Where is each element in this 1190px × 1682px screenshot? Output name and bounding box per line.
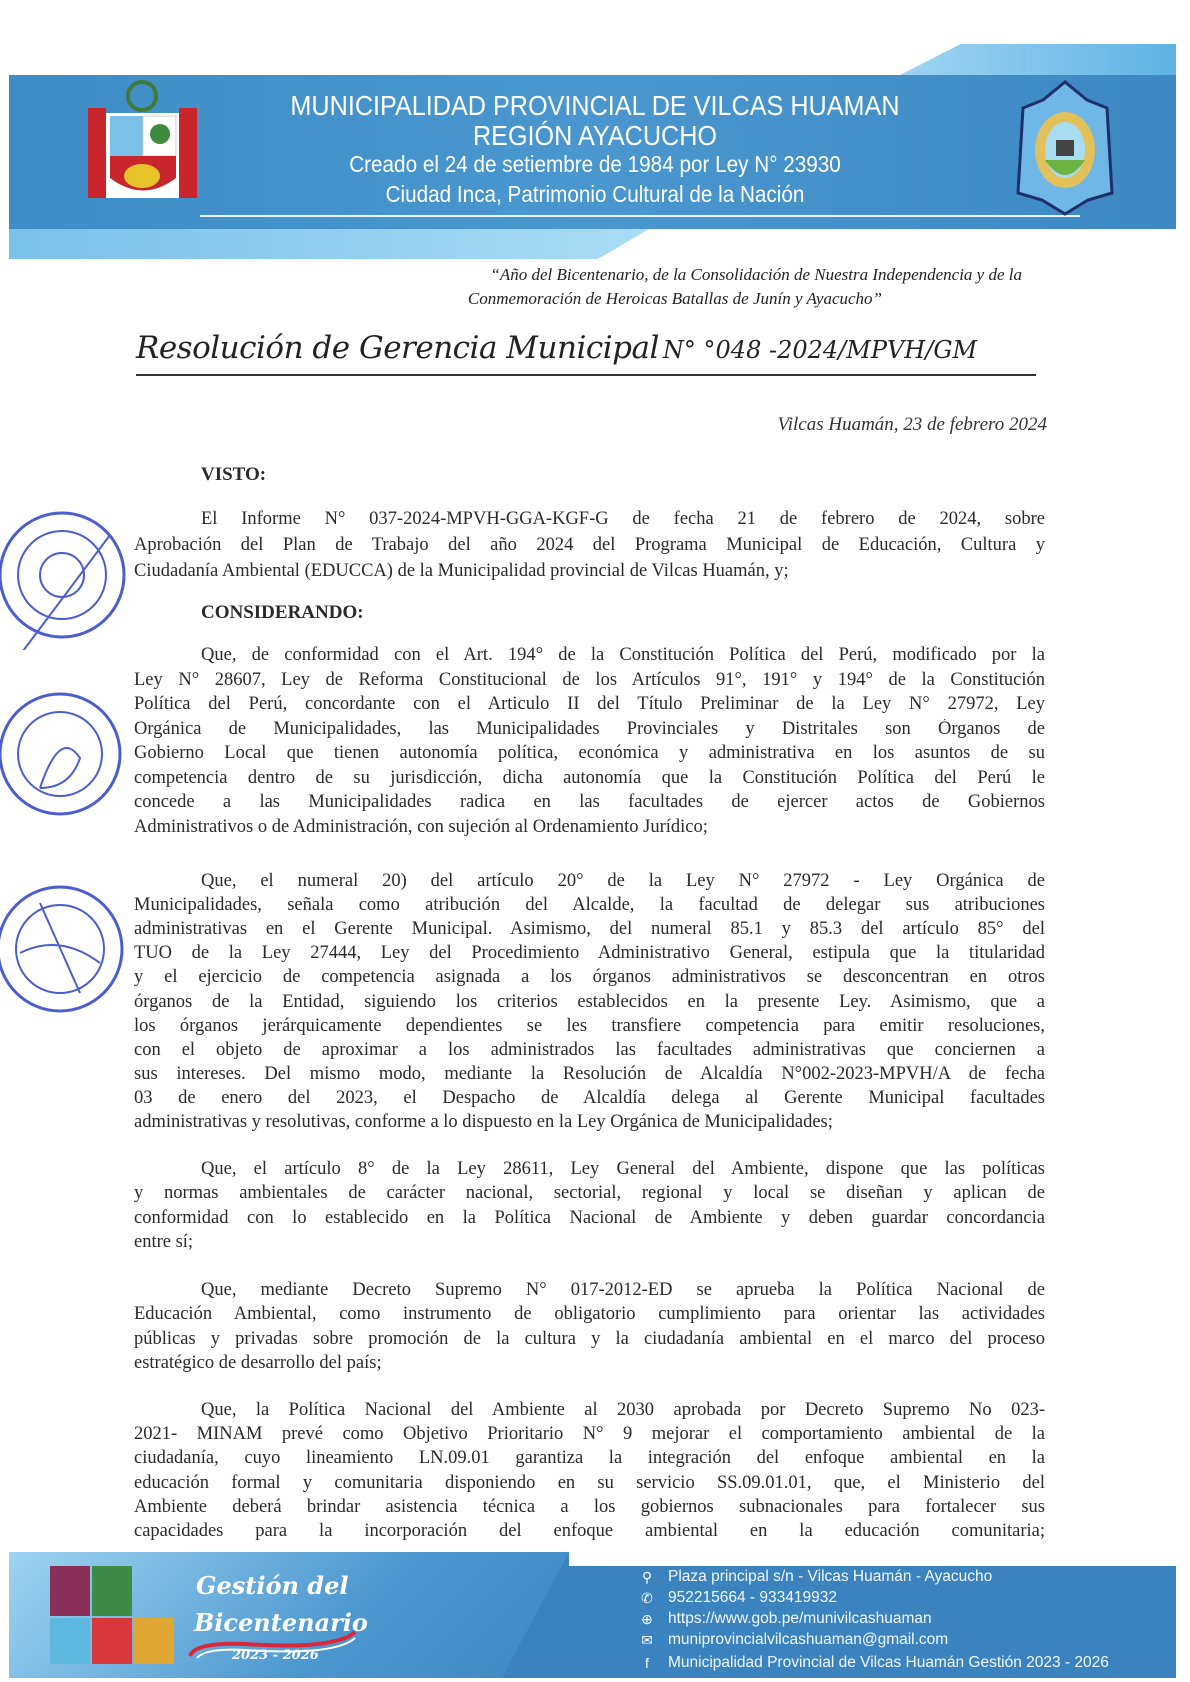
municipal-seal-stamp: [0, 688, 135, 823]
year-motto-line-1: “Año del Bicentenario, de la Consolidación de Nuestra Independencia y de la: [490, 265, 1022, 284]
municipal-seal-stamp: [0, 505, 135, 650]
paragraph-line: Política del Perú, concordante con el Articulo II del Título Preliminar de la Ley N° 27972, Ley: [134, 694, 1045, 714]
brand-years: 2023 - 2026: [232, 1648, 319, 1663]
paragraph-line: Que, el numeral 20) del artículo 20° de la Ley N° 27972 - Ley Orgánica de: [201, 871, 1045, 891]
brand-line-2: Bicentenario: [194, 1608, 368, 1637]
brand-line-1: Gestión del: [196, 1571, 349, 1600]
tile-church: [50, 1566, 90, 1616]
paragraph-line: administrativas en el Gerente Municipal. Asimismo, del numeral 85.1 y 85.3 del artículo 85° del: [134, 919, 1045, 940]
paragraph-line: concede a las Municipalidades radica en las facultades de ejercer actos de Gobiernos: [134, 792, 1045, 812]
vilcas-huaman-shield-logo: [1008, 78, 1123, 216]
resolution-title: [136, 330, 1036, 376]
contact-item: [640, 1610, 932, 1628]
paragraph-line: Que, de conformidad con el Art. 194° de la Constitución Política del Perú, modificado por la: [201, 645, 1045, 665]
municipal-seal-stamp: [0, 883, 135, 1018]
contact-text: https://www.gob.pe/munivilcashuaman: [668, 1610, 932, 1627]
contact-item: [640, 1589, 837, 1607]
paragraph-line: Educación Ambiental, como instrumento de obligatorio cumplimiento para orientar las actividades: [134, 1304, 1045, 1325]
place-and-date: Vilcas Huamán, 23 de febrero 2024: [777, 414, 1047, 435]
paragraph-line: El Informe N° 037-2024-MPVH-GGA-KGF-G de fecha 21 de febrero de 2024, sobre: [201, 509, 1045, 529]
header-decoration-bottom: [9, 229, 649, 259]
paragraph-line: Ciudadanía Ambiental (EDUCCA) de la Municipalidad provincial de Vilcas Huamán, y;: [134, 561, 789, 581]
paragraph-line: públicas y privadas sobre promoción de la cultura y la ciudadanía ambiental en el marco del proceso: [134, 1328, 1045, 1349]
considerando-heading: CONSIDERANDO:: [201, 602, 364, 623]
paragraph-line: 03 de enero del 2023, el Despacho de Alcaldía delega al Gerente Municipal facultades: [134, 1087, 1045, 1108]
region-name: REGIÓN AYACUCHO: [472, 120, 718, 151]
paragraph-line: educación formal y comunitaria disponiendo en su servicio SS.09.01.01, que, el Ministerio del: [134, 1472, 1045, 1493]
paragraph-line: con el objeto de aproximar a los administrados las facultades administrativas que conciernen a: [134, 1039, 1045, 1060]
paragraph-line: administrativas y resolutivas, conforme a lo dispuesto en la Ley Orgánica de Municipalidades;: [134, 1112, 833, 1132]
creation-law: Creado el 24 de setiembre de 1984 por Ley N° 23930: [349, 151, 841, 177]
paragraph-line: Ley N° 28607, Ley de Reforma Constitucional de los Artículos 91°, 191° y 194° de la Constitución: [134, 669, 1045, 690]
tile-flower: [92, 1618, 132, 1664]
bicentenario-logo-tiles: [50, 1566, 174, 1664]
header-decoration-top: [900, 44, 1176, 75]
contact-item: [640, 1568, 992, 1586]
paragraph-line: órganos de la Entidad, siguiendo los criterios establecidos en la presente Ley. Asimismo, que a: [134, 991, 1045, 1012]
contact-text: Municipalidad Provincial de Vilcas Huamán Gestión 2023 - 2026: [668, 1654, 1109, 1671]
tile-cathedral: [92, 1566, 132, 1616]
paragraph-line: Administrativos o de Administración, con sujeción al Ordenamiento Jurídico;: [134, 816, 708, 837]
paragraph-line: Ambiente deberá brindar asistencia técnica a los gobiernos subnacionales para fortalecer sus: [134, 1496, 1045, 1517]
paragraph-line: ciudadanía, cuyo lineamiento LN.09.01 garantiza la integración del enfoque ambiental en la: [134, 1448, 1045, 1469]
paragraph-line: competencia dentro de su jurisdicción, dicha autonomía que la Constitución Política del Perú le: [134, 767, 1045, 788]
paragraph-line: y normas ambientales de carácter nacional, sectorial, regional y local se diseñan y aplican de: [134, 1183, 1045, 1204]
paragraph-line: Que, la Política Nacional del Ambiente al 2030 aprobada por Decreto Supremo No 023-: [201, 1400, 1045, 1420]
resolution-type: Resolución de Gerencia Municipal: [136, 330, 659, 366]
header-rule: [200, 215, 1080, 217]
tile-monument: [50, 1618, 90, 1664]
tile-statue: [134, 1618, 174, 1664]
paragraph-line: capacidades para la incorporación del enfoque ambiental en la educación comunitaria;: [134, 1521, 1045, 1541]
heritage-tagline: Ciudad Inca, Patrimonio Cultural de la Nación: [385, 181, 805, 207]
contact-item: [640, 1631, 948, 1649]
location-pin-icon: ⚲: [641, 1568, 653, 1585]
paragraph-line: TUO de la Ley 27444, Ley del Procedimiento Administrativo General, estipula que la titularidad: [134, 943, 1045, 964]
paragraph-line: Municipalidades, señala como atribución del Alcalde, la facultad de delegar sus atribuciones: [134, 895, 1045, 916]
paragraph-line: conformidad con lo establecido en la Política Nacional de Ambiente y deben guardar concordancia: [134, 1207, 1045, 1228]
paragraph-line: Que, mediante Decreto Supremo N° 017-2012-ED se aprueba la Política Nacional de: [201, 1280, 1045, 1300]
paragraph-line: Orgánica de Municipalidades, las Municipalidades Provinciales y Distritales son Órganos de: [134, 718, 1045, 739]
resolution-number: N° °048 -2024/MPVH/GM: [662, 336, 978, 364]
paragraph-line: Gobierno Local que tienen autonomía política, económica y administrativa en los asuntos de su: [134, 743, 1045, 763]
paragraph-line: 2021- MINAM prevé como Objetivo Prioritario N° 9 mejorar el comportamiento ambiental de la: [134, 1424, 1045, 1445]
visto-heading: VISTO:: [201, 464, 267, 485]
contact-text: Plaza principal s/n - Vilcas Huamán - Ayacucho: [668, 1568, 993, 1585]
paragraph-line: Que, el artículo 8° de la Ley 28611, Ley General del Ambiente, dispone que las políticas: [201, 1159, 1045, 1179]
facebook-icon: f: [645, 1655, 649, 1671]
footer-gap: [569, 1548, 1176, 1566]
contact-text: muniprovincialvilcashuaman@gmail.com: [668, 1631, 949, 1648]
municipality-name: MUNICIPALIDAD PROVINCIAL DE VILCAS HUAMAN: [290, 90, 900, 121]
paragraph-line: sus intereses. Del mismo modo, mediante la Resolución de Alcaldía N°002-2023-MPVH/A de fecha: [134, 1063, 1045, 1084]
paragraph-line: entre sí;: [134, 1231, 194, 1252]
phone-icon: ✆: [641, 1589, 653, 1606]
paragraph-line: estratégico de desarrollo del país;: [134, 1352, 382, 1373]
paragraph-line: los órganos jerárquicamente dependientes se les transfiere competencia para emitir resoluciones,: [134, 1015, 1045, 1036]
year-motto-line-2: Conmemoración de Heroicas Batallas de Junín y Ayacucho”: [467, 289, 882, 308]
contact-text: 952215664 - 933419932: [668, 1589, 837, 1606]
paragraph-line: y el ejercicio de competencia asignada a los órganos administrativos se desconcentran en otros: [134, 967, 1045, 988]
email-icon: ✉: [641, 1631, 653, 1648]
contact-item: [640, 1654, 1109, 1672]
paragraph-line: Aprobación del Plan de Trabajo del año 2024 del Programa Municipal de Educación, Cultura y: [134, 535, 1045, 555]
globe-icon: ⊕: [641, 1610, 653, 1627]
